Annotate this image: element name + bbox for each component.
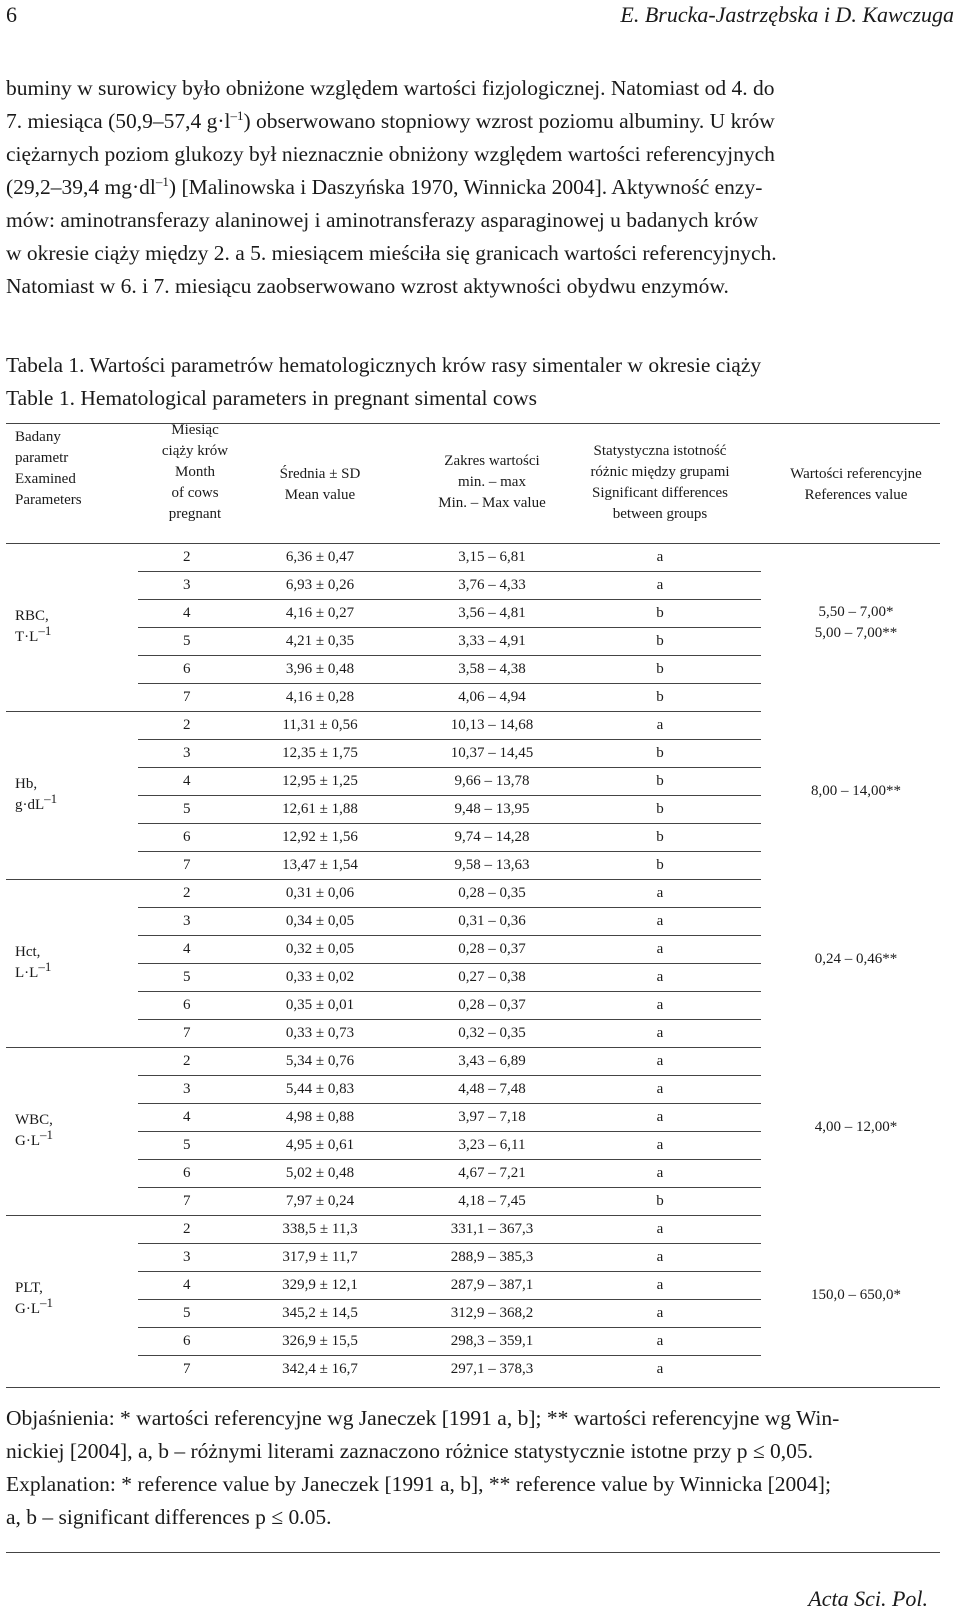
significance-cell: a: [656, 577, 664, 593]
mean-cell: 12,92 ± 1,56: [282, 829, 358, 845]
range-cell: 331,1 – 367,3: [450, 1221, 534, 1237]
mean-cell: 11,31 ± 0,56: [282, 717, 358, 733]
range-cell: 0,32 – 0,35: [458, 1025, 526, 1041]
month-cell: 2: [183, 549, 191, 565]
month-cell: 6: [183, 1165, 191, 1181]
reference-value: 150,0 – 650,0*: [811, 1286, 901, 1303]
table-caption: [6, 349, 761, 415]
body-paragraph: [6, 72, 956, 303]
range-cell: 4,06 – 4,94: [458, 689, 526, 705]
month-cell: 4: [183, 941, 191, 957]
mean-cell: 6,93 ± 0,26: [285, 577, 355, 593]
significance-cell: a: [656, 1249, 664, 1265]
range-cell: 3,23 – 6,11: [458, 1137, 526, 1153]
running-header-authors: E. Brucka-Jastrzębska i D. Kawczuga: [620, 2, 954, 27]
footer-journal: Acta Sci. Pol.: [808, 1586, 928, 1611]
mean-cell: 0,32 ± 0,05: [285, 941, 355, 957]
range-cell: 0,27 – 0,38: [458, 969, 526, 985]
significance-cell: a: [656, 1137, 664, 1153]
month-cell: 2: [183, 885, 191, 901]
month-cell: 6: [183, 997, 191, 1013]
month-cell: 3: [183, 1249, 191, 1265]
mean-cell: 12,95 ± 1,25: [282, 773, 358, 789]
month-cell: 6: [183, 829, 191, 845]
significance-cell: b: [656, 773, 664, 789]
reference-value: 0,24 – 0,46**: [814, 950, 898, 967]
month-cell: 5: [183, 1137, 191, 1153]
range-cell: 10,37 – 14,45: [450, 745, 534, 761]
range-cell: 288,9 – 385,3: [450, 1249, 534, 1265]
mean-cell: 345,2 ± 14,5: [282, 1305, 358, 1321]
significance-cell: a: [656, 997, 664, 1013]
range-cell: 0,28 – 0,37: [458, 941, 526, 957]
range-cell: 297,1 – 378,3: [450, 1361, 534, 1377]
group-separator: [6, 711, 138, 712]
mean-cell: 0,33 ± 0,02: [285, 969, 355, 985]
range-cell: 4,18 – 7,45: [458, 1193, 526, 1209]
range-cell: 0,28 – 0,37: [458, 997, 526, 1013]
mean-cell: 5,34 ± 0,76: [285, 1053, 355, 1069]
significance-cell: a: [656, 1361, 664, 1377]
mean-cell: 5,02 ± 0,48: [285, 1165, 355, 1181]
month-cell: 3: [183, 1081, 191, 1097]
note-line: Objaśnienia: * wartości referencyjne wg Janeczek [1991 a, b]; ** wartości referencyjne wg Win-: [6, 1406, 840, 1430]
mean-cell: 329,9 ± 12,1: [282, 1277, 358, 1293]
footer-rule: [6, 1552, 940, 1553]
reference-value: 4,00 – 12,00*: [814, 1118, 898, 1135]
month-cell: 7: [183, 857, 191, 873]
group-separator: [6, 1215, 138, 1216]
text-line: Natomiast w 6. i 7. miesiącu zaobserwowano wzrost aktywności obydwu enzymów.: [6, 274, 729, 298]
significance-cell: a: [656, 1305, 664, 1321]
significance-cell: a: [656, 885, 664, 901]
significance-cell: a: [656, 1333, 664, 1349]
month-cell: 4: [183, 605, 191, 621]
parameter-label: PLT, G·L–1: [15, 1280, 53, 1317]
range-cell: 3,58 – 4,38: [458, 661, 526, 677]
significance-cell: a: [656, 1277, 664, 1293]
note-line: a, b – significant differences p ≤ 0.05.: [6, 1505, 332, 1529]
range-cell: 0,31 – 0,36: [458, 913, 526, 929]
range-cell: 3,76 – 4,33: [458, 577, 526, 593]
range-cell: 298,3 – 359,1: [450, 1333, 534, 1349]
mean-cell: 4,98 ± 0,88: [285, 1109, 355, 1125]
table-caption-en: Table 1. Hematological parameters in pregnant simental cows: [6, 386, 538, 410]
range-cell: 9,58 – 13,63: [454, 857, 530, 873]
significance-cell: a: [656, 1025, 664, 1041]
range-cell: 4,67 – 7,21: [458, 1165, 526, 1181]
mean-cell: 7,97 ± 0,24: [285, 1193, 355, 1209]
month-cell: 6: [183, 1333, 191, 1349]
header-significance: Statystyczna istotność różnic między grupami Significant differences between groups: [590, 443, 730, 522]
text-line: 7. miesiąca (50,9–57,4 $g\cdot l^{-1}$) obserwowano stopniowy wzrost poziomu albuminy. U krów: [6, 107, 775, 133]
month-cell: 5: [183, 801, 191, 817]
parameter-label: Hct, L·L–1: [15, 944, 52, 981]
page-number: 6: [6, 2, 17, 27]
mean-cell: 4,95 ± 0,61: [285, 1137, 355, 1153]
table-bottom-rule: [6, 1387, 940, 1388]
significance-cell: b: [656, 605, 664, 621]
range-cell: 0,28 – 0,35: [458, 885, 526, 901]
month-cell: 7: [183, 1193, 191, 1209]
mean-cell: 317,9 ± 11,7: [282, 1249, 358, 1265]
header-param: Badany parametr Examined Parameters: [15, 429, 82, 508]
range-cell: 9,74 – 14,28: [454, 829, 530, 845]
header-reference: Wartości referencyjne References value: [790, 466, 922, 503]
note-line: nickiej [2004], a, b – różnymi literami zaznaczono różnice statystycznie istotne przy p ≤ 0,05.: [6, 1439, 814, 1463]
mean-cell: 4,16 ± 0,28: [285, 689, 355, 705]
parameter-label: WBC, G·L–1: [15, 1112, 53, 1149]
table-caption-pl: Tabela 1. Wartości parametrów hematologicznych krów rasy simentaler w okresie ciąży: [6, 353, 762, 377]
month-cell: 2: [183, 1053, 191, 1069]
group-separator: [6, 1047, 138, 1048]
range-cell: 3,56 – 4,81: [458, 605, 526, 621]
mean-cell: 6,36 ± 0,47: [285, 549, 355, 565]
month-cell: 3: [183, 745, 191, 761]
mean-cell: 4,21 ± 0,35: [285, 633, 355, 649]
significance-cell: b: [656, 857, 664, 873]
significance-cell: b: [656, 1193, 664, 1209]
range-cell: 3,15 – 6,81: [458, 549, 526, 565]
range-cell: 4,48 – 7,48: [458, 1081, 526, 1097]
significance-cell: a: [656, 549, 664, 565]
month-cell: 7: [183, 689, 191, 705]
mean-cell: 5,44 ± 0,83: [285, 1081, 355, 1097]
mean-cell: 13,47 ± 1,54: [282, 857, 358, 873]
month-cell: 4: [183, 1109, 191, 1125]
range-cell: 9,66 – 13,78: [454, 773, 530, 789]
month-cell: 3: [183, 577, 191, 593]
significance-cell: b: [656, 633, 664, 649]
month-cell: 5: [183, 1305, 191, 1321]
range-cell: 3,43 – 6,89: [458, 1053, 526, 1069]
significance-cell: b: [656, 801, 664, 817]
mean-cell: 3,96 ± 0,48: [285, 661, 355, 677]
significance-cell: a: [656, 941, 664, 957]
parameter-label: Hb, g·dL–1: [15, 776, 58, 813]
group-separator: [6, 879, 138, 880]
month-cell: 5: [183, 969, 191, 985]
text-line: (29,2–39,4 $mg\cdot dl^{-1}$) [Malinowska i Daszyńska 1970, Winnicka 2004]. Aktywność enzy-: [6, 173, 763, 199]
month-cell: 5: [183, 633, 191, 649]
range-cell: 9,48 – 13,95: [454, 801, 530, 817]
month-cell: 4: [183, 1277, 191, 1293]
significance-cell: a: [656, 1165, 664, 1181]
significance-cell: b: [656, 661, 664, 677]
significance-cell: b: [656, 829, 664, 845]
mean-cell: 12,35 ± 1,75: [282, 745, 358, 761]
table-notes: [6, 1402, 956, 1534]
significance-cell: a: [656, 913, 664, 929]
mean-cell: 338,5 ± 11,3: [282, 1221, 358, 1237]
text-line: buminy w surowicy było obniżone względem wartości fizjologicznej. Natomiast od 4. do: [6, 76, 775, 100]
month-cell: 4: [183, 773, 191, 789]
mean-cell: 4,16 ± 0,27: [285, 605, 355, 621]
mean-cell: 12,61 ± 1,88: [282, 801, 358, 817]
range-cell: 287,9 – 387,1: [450, 1277, 534, 1293]
mean-cell: 0,33 ± 0,73: [285, 1025, 355, 1041]
range-cell: 312,9 – 368,2: [450, 1305, 534, 1321]
parameter-label: RBC, T·L–1: [15, 608, 52, 645]
header-range: Zakres wartości min. – max Min. – Max value: [438, 453, 546, 511]
month-cell: 7: [183, 1025, 191, 1041]
mean-cell: 0,31 ± 0,06: [285, 885, 355, 901]
month-cell: 6: [183, 661, 191, 677]
mean-cell: 0,35 ± 0,01: [285, 997, 355, 1013]
mean-cell: 342,4 ± 16,7: [282, 1361, 358, 1377]
month-cell: 2: [183, 717, 191, 733]
reference-value: 5,50 – 7,00* 5,00 – 7,00**: [814, 604, 898, 641]
note-line: Explanation: * reference value by Janeczek [1991 a, b], ** reference value by Winnicka [2004];: [6, 1472, 831, 1496]
significance-cell: b: [656, 745, 664, 761]
text-line: w okresie ciąży między 2. a 5. miesiącem mieściła się granicach wartości referencyjnych.: [6, 241, 777, 265]
significance-cell: a: [656, 969, 664, 985]
month-cell: 2: [183, 1221, 191, 1237]
significance-cell: a: [656, 717, 664, 733]
mean-cell: 326,9 ± 15,5: [282, 1333, 358, 1349]
significance-cell: b: [656, 689, 664, 705]
significance-cell: a: [656, 1081, 664, 1097]
month-cell: 3: [183, 913, 191, 929]
range-cell: 3,97 – 7,18: [458, 1109, 526, 1125]
significance-cell: a: [656, 1053, 664, 1069]
header-month: Miesiąc ciąży krów Month of cows pregnant: [161, 422, 229, 522]
range-cell: 3,33 – 4,91: [458, 633, 526, 649]
reference-value: 8,00 – 14,00**: [811, 782, 901, 799]
text-line: ciężarnych poziom glukozy był nieznacznie obniżony względem wartości referencyjnych: [6, 142, 775, 166]
mean-cell: 0,34 ± 0,05: [285, 913, 355, 929]
significance-cell: a: [656, 1221, 664, 1237]
month-cell: 7: [183, 1361, 191, 1377]
text-line: mów: aminotransferazy alaninowej i aminotransferazy asparaginowej u badanych krów: [6, 208, 759, 232]
significance-cell: a: [656, 1109, 664, 1125]
range-cell: 10,13 – 14,68: [450, 717, 534, 733]
header-mean: Średnia ± SD Mean value: [279, 466, 361, 503]
